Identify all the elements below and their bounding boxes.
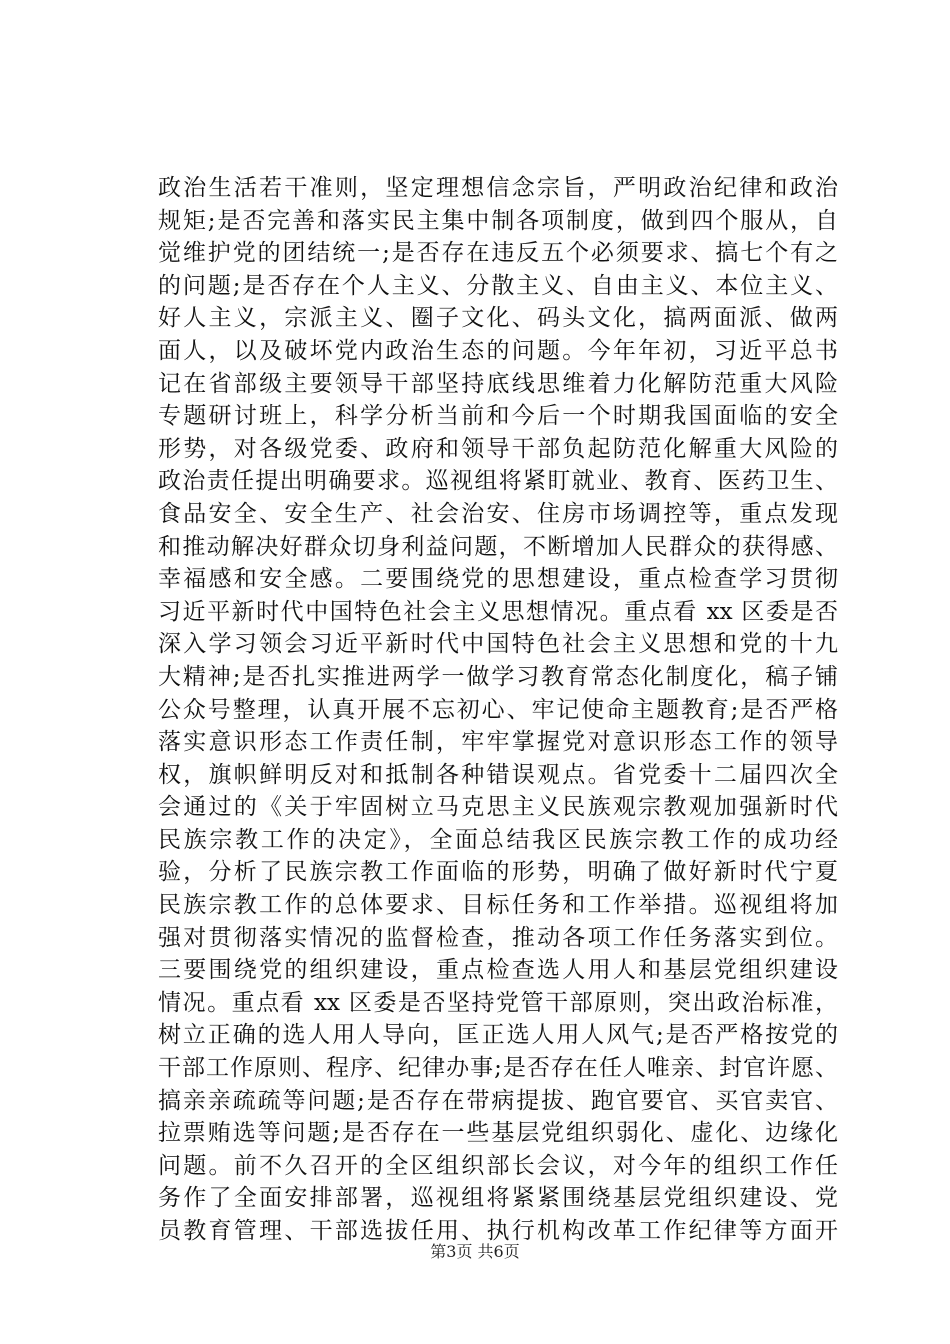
text-line: 三要围绕党的组织建设，重点检查选人用人和基层党组织建设 [158, 957, 838, 984]
text-line: 拉票贿选等问题;是否存在一些基层党组织弱化、虚化、边缘化 [158, 1120, 838, 1147]
text-line: 权，旗帜鲜明反对和抵制各种错误观点。省党委十二届四次全 [158, 761, 838, 788]
text-line: 深入学习领会习近平新时代中国特色社会主义思想和党的十九 [158, 631, 838, 658]
text-line: 搞亲亲疏疏等问题;是否存在带病提拔、跑官要官、买官卖官、 [158, 1087, 838, 1114]
text-line: 问题。前不久召开的全区组织部长会议，对今年的组织工作任 [158, 1152, 838, 1179]
text-line: 员教育管理、干部选拔任用、执行机构改革工作纪律等方面开 [158, 1218, 838, 1244]
text-line: 会通过的《关于牢固树立马克思主义民族观宗教观加强新时代 [158, 794, 838, 821]
text-line: 形势，对各级党委、政府和领导干部负起防范化解重大风险的 [158, 435, 838, 462]
text-line: 记在省部级主要领导干部坚持底线思维着力化解防范重大风险 [158, 370, 838, 397]
body-text [158, 172, 838, 1248]
text-line: 民族宗教工作的总体要求、目标任务和工作举措。巡视组将加 [158, 892, 838, 919]
text-line: 务作了全面安排部署，巡视组将紧紧围绕基层党组织建设、党 [158, 1185, 838, 1212]
text-line: 习近平新时代中国特色社会主义思想情况。重点看 xx 区委是否 [158, 598, 838, 625]
text-line: 好人主义，宗派主义、圈子文化、码头文化，搞两面派、做两 [158, 305, 838, 332]
text-line: 验，分析了民族宗教工作面临的形势，明确了做好新时代宁夏 [158, 859, 838, 886]
text-line: 的问题;是否存在个人主义、分散主义、自由主义、本位主义、 [158, 272, 838, 299]
page-footer: 第3页 共6页 [430, 1242, 520, 1261]
text-line: 情况。重点看 xx 区委是否坚持党管干部原则，突出政治标准， [158, 989, 838, 1016]
text-line: 食品安全、安全生产、社会治安、住房市场调控等，重点发现 [158, 500, 838, 527]
text-line: 民族宗教工作的决定》，全面总结我区民族宗教工作的成功经 [158, 826, 838, 853]
text-line: 强对贯彻落实情况的监督检查，推动各项工作任务落实到位。 [158, 924, 838, 951]
text-line: 公众号整理，认真开展不忘初心、牢记使命主题教育;是否严格 [158, 696, 838, 723]
text-line: 规矩;是否完善和落实民主集中制各项制度，做到四个服从，自 [158, 207, 838, 234]
text-line: 干部工作原则、程序、纪律办事;是否存在任人唯亲、封官许愿、 [158, 1055, 838, 1082]
text-line: 专题研讨班上，科学分析当前和今后一个时期我国面临的安全 [158, 403, 838, 430]
text-line: 和推动解决好群众切身利益问题，不断增加人民群众的获得感、 [158, 533, 838, 560]
text-line: 政治生活若干准则，坚定理想信念宗旨，严明政治纪律和政治 [158, 175, 838, 201]
text-line: 大精神;是否扎实推进两学一做学习教育常态化制度化，稿子铺 [158, 663, 838, 690]
text-line: 政治责任提出明确要求。巡视组将紧盯就业、教育、医药卫生、 [158, 468, 838, 495]
text-line: 觉维护党的团结统一;是否存在违反五个必须要求、搞七个有之 [158, 240, 838, 267]
text-line: 面人，以及破坏党内政治生态的问题。今年年初，习近平总书 [158, 337, 838, 364]
text-line: 树立正确的选人用人导向，匡正选人用人风气;是否严格按党的 [158, 1022, 838, 1049]
text-line: 幸福感和安全感。二要围绕党的思想建设，重点检查学习贯彻 [158, 566, 838, 593]
text-line: 落实意识形态工作责任制，牢牢掌握党对意识形态工作的领导 [158, 729, 838, 756]
